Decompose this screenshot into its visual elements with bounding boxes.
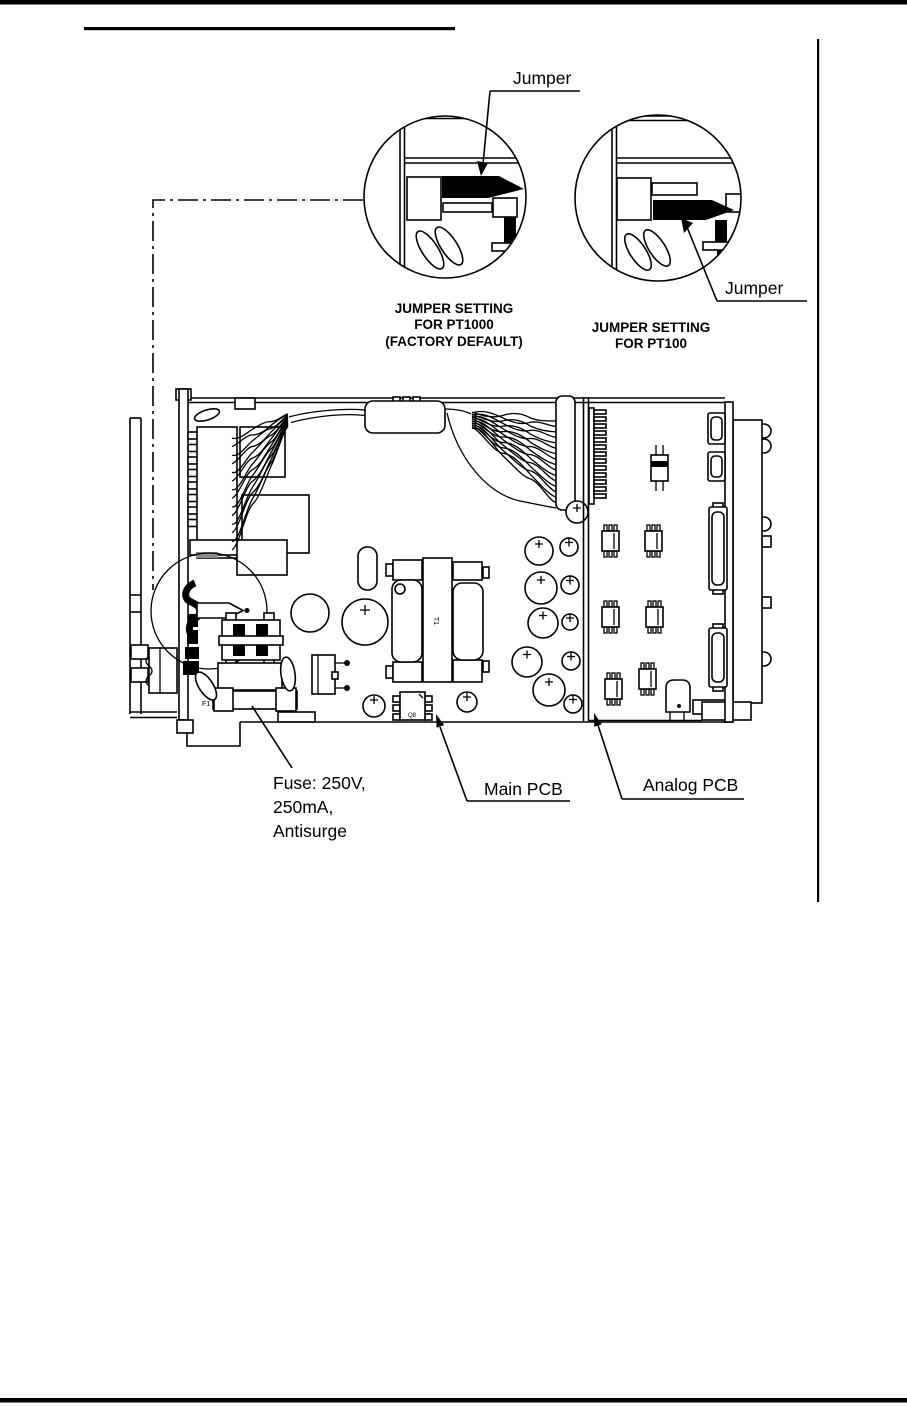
jumper-left-label: Jumper bbox=[513, 68, 572, 88]
ref-t1: T1 bbox=[432, 616, 439, 626]
ribbon-cable-right bbox=[472, 411, 556, 502]
capacitor-bank bbox=[512, 537, 582, 713]
top-connector bbox=[365, 397, 445, 433]
jumper-left-arrowhead bbox=[477, 161, 488, 176]
capacitor-small-1 bbox=[363, 695, 385, 717]
rear-panel bbox=[693, 402, 771, 722]
jumper-lower-position bbox=[653, 200, 734, 220]
detail-circle-pt1000 bbox=[364, 91, 580, 285]
caption-pt1000-line1: JUMPER SETTING bbox=[394, 301, 514, 316]
main-pcb-arrowhead bbox=[436, 714, 444, 728]
fuse-holder bbox=[218, 663, 282, 690]
ref-f1: F1 bbox=[202, 701, 211, 708]
analog-edge-connector bbox=[589, 408, 606, 504]
caption-pt100-line2: FOR PT100 bbox=[614, 336, 688, 351]
heading-underline bbox=[84, 27, 455, 30]
line-filter bbox=[219, 613, 283, 667]
analog-pcb-leader bbox=[597, 722, 622, 799]
jumper-upper-position bbox=[442, 176, 524, 198]
analog-pcb-label: Analog PCB bbox=[643, 775, 739, 795]
ribbon-connector bbox=[556, 396, 575, 510]
jumper-right-leader bbox=[687, 227, 717, 301]
capacitor-round bbox=[291, 594, 329, 632]
fuse-label-line3: Antisurge bbox=[273, 821, 347, 841]
pcb-assembly bbox=[130, 389, 771, 746]
caption-pt1000-line2: FOR PT1000 bbox=[414, 317, 494, 332]
page-right-rule bbox=[817, 39, 819, 902]
main-pcb-leader bbox=[440, 727, 467, 801]
jumper-left-leader bbox=[483, 91, 490, 164]
page-bottom-rule bbox=[0, 1398, 907, 1403]
main-pcb-label: Main PCB bbox=[484, 779, 563, 799]
capacitor-small-2 bbox=[457, 692, 477, 712]
capacitor-pill bbox=[358, 547, 377, 590]
jumper-empty-position bbox=[652, 183, 697, 195]
ref-q8: Q8 bbox=[407, 713, 417, 719]
fuse-label-line2: 250mA, bbox=[273, 797, 334, 817]
fuse-label-line1: Fuse: 250V, bbox=[273, 773, 366, 793]
capacitor-plus bbox=[342, 599, 388, 645]
caption-pt1000-line3: (FACTORY DEFAULT) bbox=[385, 334, 523, 349]
diode bbox=[651, 455, 668, 481]
power-inlet bbox=[149, 648, 177, 693]
rear-housing bbox=[733, 420, 762, 703]
voltage-regulator bbox=[312, 655, 350, 694]
caption-pt100-line1: JUMPER SETTING bbox=[591, 320, 711, 335]
analog-components bbox=[602, 445, 690, 722]
page-top-rule bbox=[0, 0, 907, 5]
jumper-right-arrowhead bbox=[681, 218, 693, 233]
jumper-right-label: Jumper bbox=[725, 278, 784, 298]
detail-circle-pt100 bbox=[575, 112, 807, 301]
